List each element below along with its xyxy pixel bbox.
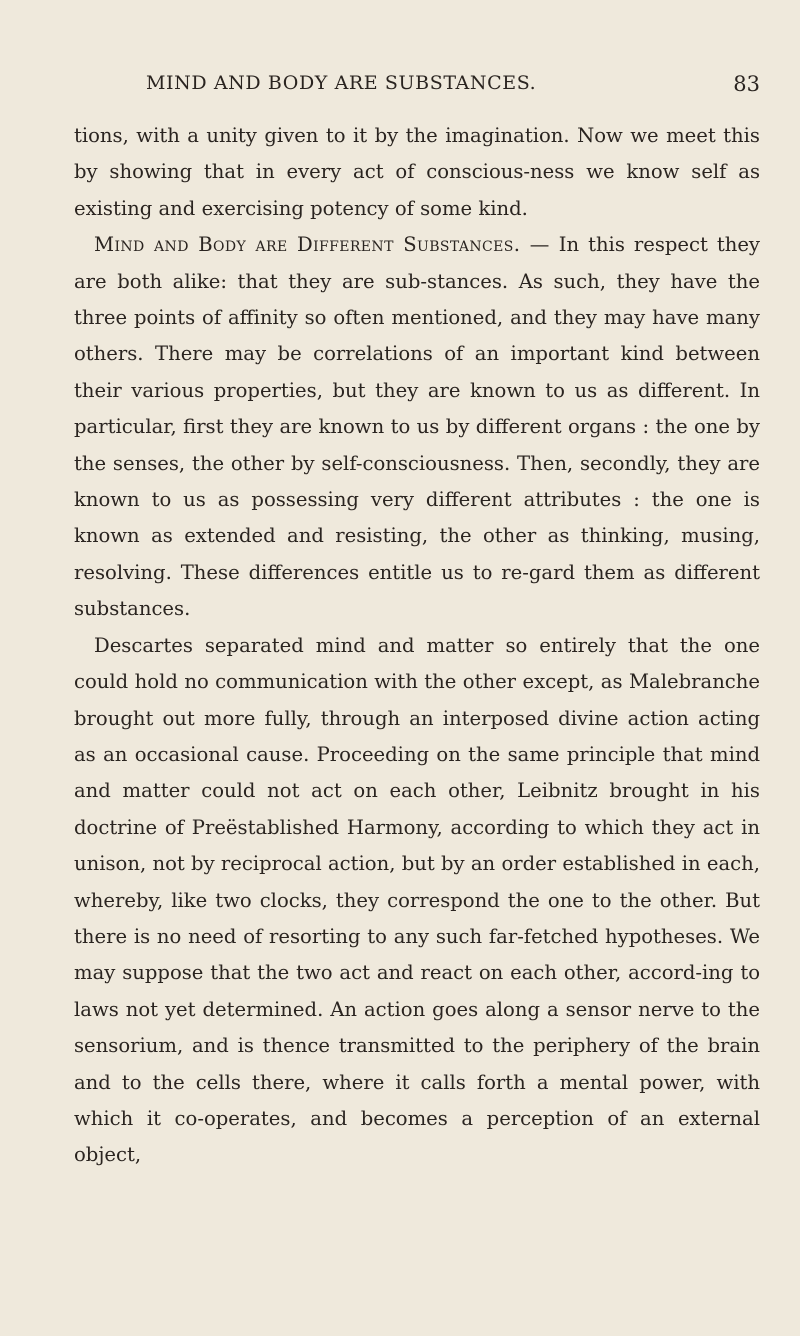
paragraph-continued bbox=[74, 118, 760, 227]
section-heading: Mind and Body are Different Substances. — bbox=[94, 233, 550, 257]
page-header bbox=[74, 72, 760, 102]
paragraph-section bbox=[74, 227, 760, 627]
running-title: MIND AND BODY ARE SUBSTANCES. bbox=[146, 72, 537, 94]
paragraph-text: tions, with a unity given to it by the imagination. Now we meet this by showing that in every act of conscious-ness we know self as existing and exercising potency of some kind. bbox=[74, 124, 760, 220]
paragraph-text: Descartes separated mind and matter so entirely that the one could hold no communication with the other except, as Malebranche brought out more fully, through an interposed divine action acting as an occasional cause. Proceeding on the same principle that mind and matter could not act on each other, Leibnitz brought in his doctrine of Preëstablished Harmony, according to which they act in unison, not by reciprocal action, but by an order established in each, whereby, like two clocks, they correspond the one to the other. But there is no need of resorting to any such far-fetched hypotheses. We may suppose that the two act and react on each other, accord-ing to laws not yet determined. An action goes along a sensor nerve to the sensorium, and is thence transmitted to the periphery of the brain and to the cells there, where it calls forth a mental power, with which it co-operates, and becomes a perception of an external object, bbox=[74, 633, 760, 1167]
paragraph bbox=[74, 628, 760, 1174]
paragraph-text: In this respect they are both alike: that they are sub-stances. As such, they have the three points of affinity so often mentioned, and they may have many others. There may be correlations of an important kind between their various properties, but they are known to us as different. In particular, first they are known to us by different organs : the one by the senses, the other by self-consciousness. Then, secondly, they are known to us as possessing very different attributes : the one is known as extended and resisting, the other as thinking, musing, resolving. These differences entitle us to re-gard them as different substances. bbox=[74, 233, 760, 621]
body-text bbox=[74, 118, 760, 1174]
page-number: 83 bbox=[733, 72, 760, 96]
